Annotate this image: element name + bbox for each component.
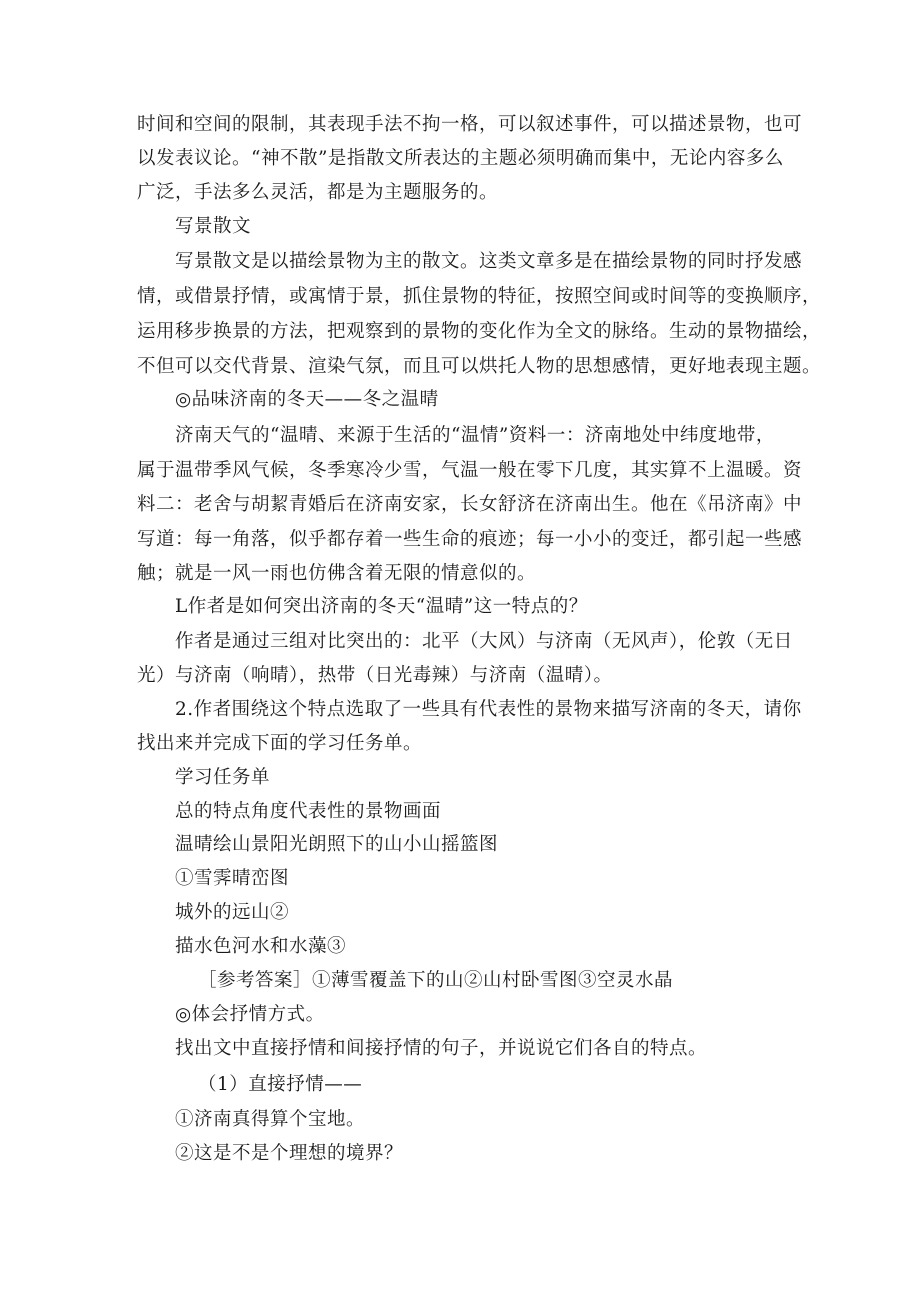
- text-line: 找出来并完成下面的学习任务单。: [137, 733, 423, 754]
- text-line: 作者是通过三组对比突出的：北平（大风）与济南（无风声），伦敦（无日: [175, 631, 793, 652]
- text-line: 广泛，手法多么灵活，都是为主题服务的。: [137, 182, 499, 203]
- text-line: 光）与济南（响晴），热带（日光毒辣）与济南（温晴）。: [137, 665, 613, 686]
- text-line: 运用移步换景的方法，把观察到的景物的变化作为全文的脉络。生动的景物描绘，: [137, 321, 822, 342]
- section-heading: 学习任务单: [175, 767, 271, 788]
- text-line: 写道：每一角落，似乎都存着一些生命的痕迹；每一小小的变迁，都引起一些感: [137, 529, 803, 550]
- text-line: 时间和空间的限制，其表现手法不拘一格，可以叙述事件，可以描述景物，也可: [137, 114, 803, 135]
- task-row: 温晴绘山景阳光朗照下的山小山摇篮图: [175, 834, 499, 855]
- task-row: 描水色河水和水藻③: [175, 936, 347, 957]
- list-item: ②这是不是个理想的境界？: [175, 1143, 404, 1164]
- text-line: 料二：老舍与胡絜青婚后在济南安家，长女舒济在济南出生。他在《吊济南》中: [137, 494, 803, 515]
- text-line: 找出文中直接抒情和间接抒情的句子，并说说它们各自的特点。: [175, 1038, 708, 1059]
- text-line: 以发表议论。“神不散”是指散文所表达的主题必须明确而集中，无论内容多么: [137, 148, 784, 169]
- text-line: 济南天气的“温晴、来源于生活的“温情”资料一：济南地处中纬度地带，: [175, 425, 775, 446]
- text-line: 属于温带季风气候，冬季寒冷少雪，气温一般在零下几度，其实算不上温暖。资: [137, 460, 803, 481]
- task-row: 城外的远山②: [175, 902, 290, 923]
- list-item: ①济南真得算个宝地。: [175, 1109, 366, 1130]
- text-line: 写景散文是以描绘景物为主的散文。这类文章多是在描绘景物的同时抒发感: [175, 251, 803, 272]
- text-line: 触；就是一风一雨也仿佛含着无限的情意似的。: [137, 563, 537, 584]
- section-heading: 写景散文: [175, 216, 252, 237]
- section-heading: ◎品味济南的冬天——冬之温晴: [175, 389, 439, 410]
- task-row: ①雪霁晴峦图: [175, 868, 290, 889]
- reference-answer: ［参考答案］①薄雪覆盖下的山②山村卧雪图③空灵水晶: [198, 970, 674, 991]
- subheading: （1）直接抒情——: [198, 1074, 363, 1095]
- task-row: 总的特点角度代表性的景物画面: [175, 801, 442, 822]
- text-line: 情，或借景抒情，或寓情于景，抓住景物的特征，按照空间或时间等的变换顺序，: [137, 286, 822, 307]
- question-line: 2.作者围绕这个特点选取了一些具有代表性的景物来描写济南的冬天，请你: [175, 699, 802, 720]
- section-heading: ◎体会抒情方式。: [175, 1004, 325, 1025]
- text-line: 不但可以交代背景、渲染气氛，而且可以烘托人物的思想感情，更好地表现主题。: [137, 356, 822, 377]
- question-line: L作者是如何突出济南的冬天“温晴”这一特点的？: [175, 596, 588, 617]
